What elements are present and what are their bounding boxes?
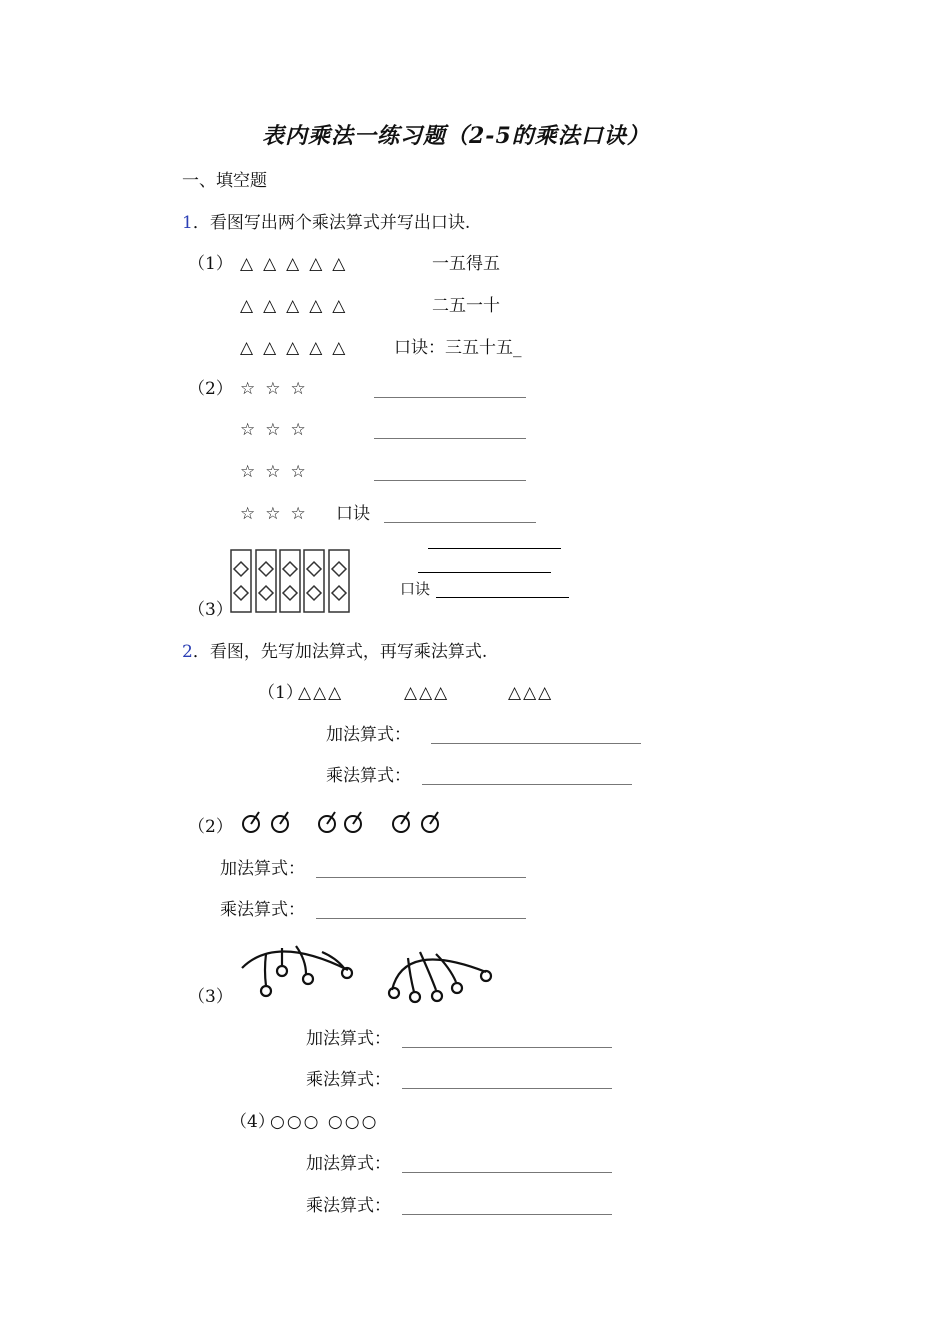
star-row-2: ☆☆☆ [240,420,316,440]
koujue-row [394,340,522,357]
star-row-1: ☆☆☆ [240,379,316,399]
blank-line[interactable] [428,548,561,549]
addition-label: 加法算式： [220,859,305,879]
question-2 [182,644,487,661]
q2-part4-label: （4） [230,1112,275,1132]
apple-pairs-figure [238,806,448,836]
koujue-value: 三五十五_ [445,338,522,358]
koujue-label: 口诀 [400,580,431,598]
q2-part2-label: （2） [188,817,233,837]
multiplication-label: 乘法算式： [306,1196,391,1216]
triangle-row-2: △△△△△ [240,296,356,316]
cherry-bunch-figure [236,940,496,1006]
answer-line-1: 一五得五 [432,254,500,274]
blank-line[interactable] [418,572,551,573]
multiplication-answer-line[interactable] [316,918,526,919]
blank-line[interactable] [374,438,526,439]
question-2-text: ．看图，先写加法算式，再写乘法算式. [192,642,488,662]
q1-part1-label: （1） [188,254,233,274]
q1-part2-label: （2） [188,379,233,399]
answer-line-2: 二五一十 [432,296,500,316]
addition-label: 加法算式： [306,1029,391,1049]
question-2-number: 2 [182,642,193,662]
multiplication-label: 乘法算式： [326,766,411,786]
blank-line[interactable] [374,480,526,481]
triangle-group-1: △△△ [298,683,344,703]
addition-answer-line[interactable] [402,1172,612,1173]
circle-groups: ○○○ ○○○ [270,1112,379,1132]
multiplication-label: 乘法算式： [306,1070,391,1090]
multiplication-answer-line[interactable] [402,1214,612,1215]
star-row-4: ☆☆☆ [240,504,316,524]
question-1-text: ．看图写出两个乘法算式并写出口诀. [192,213,471,233]
q2-part3-label: （3） [188,987,233,1007]
addition-answer-line[interactable] [316,877,526,878]
page-title: 表内乘法一练习题（2-5的乘法口诀） [262,123,650,149]
question-1 [182,215,470,232]
koujue-label: 口诀 [336,504,370,524]
triangle-row-1: △△△△△ [240,254,356,274]
blank-line[interactable] [374,397,526,398]
triangle-group-3: △△△ [508,683,554,703]
multiplication-answer-line[interactable] [422,784,632,785]
blank-line[interactable] [384,522,536,523]
star-row-3: ☆☆☆ [240,462,316,482]
diamond-boxes-figure [230,548,352,614]
triangle-row-3: △△△△△ [240,338,356,358]
multiplication-label: 乘法算式： [220,900,305,920]
addition-label: 加法算式： [306,1154,391,1174]
koujue-label: 口诀： [394,338,445,358]
multiplication-answer-line[interactable] [402,1088,612,1089]
q2-part1-label: （1） [258,683,303,703]
question-1-number: 1 [182,213,193,233]
blank-line[interactable] [436,597,569,598]
q1-part3-label: （3） [188,600,233,620]
addition-label: 加法算式： [326,725,411,745]
addition-answer-line[interactable] [431,743,641,744]
addition-answer-line[interactable] [402,1047,612,1048]
triangle-group-2: △△△ [404,683,450,703]
section-heading: 一、填空题 [182,171,267,191]
